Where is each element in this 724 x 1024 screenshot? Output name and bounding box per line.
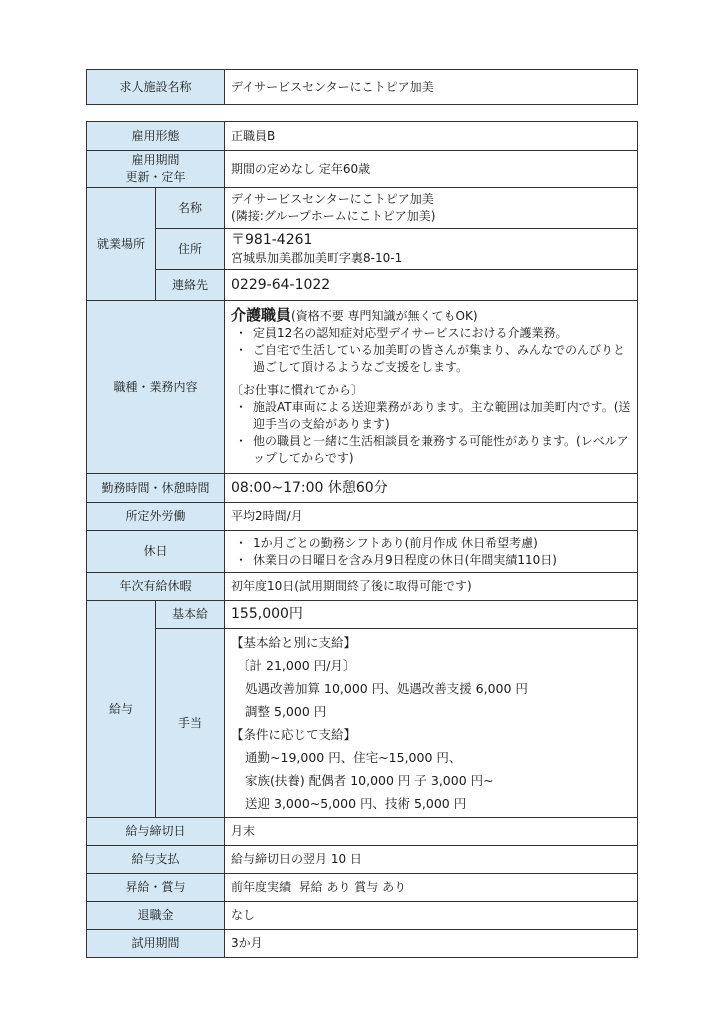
row-hours — [87, 474, 638, 503]
job-after-bullet: ・ 他の職員と一緒に生活相談員を兼務する可能性があります。(レベルアップしてからです) — [235, 433, 631, 467]
pay-cutoff-value: 月末 — [225, 818, 638, 846]
employment-period-value: 期間の定めなし 定年60歳 — [225, 151, 638, 188]
holidays-label: 休日 — [87, 531, 225, 573]
facility-label: 求人施設名称 — [87, 70, 225, 105]
row-probation — [87, 930, 638, 958]
job-conditions-table — [86, 121, 638, 958]
row-pay-cutoff — [87, 818, 638, 846]
workplace-address-value — [225, 229, 638, 270]
overtime-value: 平均2時間/月 — [225, 503, 638, 531]
paid-leave-value: 初年度10日(試用期間終了後に取得可能です) — [225, 573, 638, 601]
employment-period-label-1: 雇用期間 — [131, 153, 180, 167]
base-salary-label: 基本給 — [156, 601, 225, 629]
row-allowances — [87, 629, 638, 818]
employment-period-label — [87, 151, 225, 188]
hours-value: 08:00~17:00 休憩60分 — [225, 474, 638, 503]
allowance-line: 調整 5,000 円 — [245, 704, 327, 719]
workplace-zip: 〒981-4261 — [231, 232, 313, 248]
row-holidays — [87, 531, 638, 573]
workplace-phone: 0229-64-1022 — [225, 270, 638, 301]
job-after-bullet: ・ 施設AT車両による送迎業務があります。主な範囲は加美町内です。(送迎手当の支給があります) — [235, 399, 631, 433]
job-title: 介護職員 — [231, 306, 292, 324]
employment-type-label: 雇用形態 — [87, 122, 225, 151]
allowance-line: 送迎 3,000~5,000 円、技術 5,000 円 — [245, 796, 467, 811]
row-workplace-name — [87, 188, 638, 229]
row-employment-period — [87, 151, 638, 188]
facility-table — [86, 69, 638, 105]
probation-label: 試用期間 — [87, 930, 225, 958]
allowance-line: 【基本給と別に支給】 — [231, 635, 357, 650]
allowance-line: 通勤~19,000 円、住宅~15,000 円、 — [245, 750, 462, 765]
row-employment-type — [87, 122, 638, 151]
job-label: 職種・業務内容 — [87, 301, 225, 474]
workplace-address: 宮城県加美郡加美町字裏8-10-1 — [231, 251, 403, 265]
job-title-note: (資格不要 専門知識が無くてもOK) — [291, 309, 478, 323]
row-base-salary — [87, 601, 638, 629]
row-overtime — [87, 503, 638, 531]
row-payday — [87, 846, 638, 874]
holidays-list — [231, 535, 631, 569]
pay-cutoff-label: 給与締切日 — [87, 818, 225, 846]
row-job-description — [87, 301, 638, 474]
facility-value: デイサービスセンターにこトピア加美 — [225, 70, 638, 105]
job-bullet: ・ 定員12名の認知症対応型デイサービスにおける介護業務。 — [235, 325, 631, 342]
retirement-pay-label: 退職金 — [87, 902, 225, 930]
probation-value: 3か月 — [225, 930, 638, 958]
holiday-item: ・ 休業日の日曜日を含み月9日程度の休日(年間実績110日) — [235, 552, 631, 569]
job-after-bullet-list — [231, 399, 631, 467]
paid-leave-label: 年次有給休暇 — [87, 573, 225, 601]
retirement-pay-value: なし — [225, 902, 638, 930]
allowance-line: 〔計 21,000 円/月〕 — [237, 658, 356, 673]
salary-label: 給与 — [87, 601, 156, 818]
raise-bonus-label: 昇給・賞与 — [87, 874, 225, 902]
allowance-value — [225, 629, 638, 818]
workplace-name-2: (隣接:グループホームにこトピア加美) — [231, 209, 436, 223]
job-description — [225, 301, 638, 474]
holiday-item: ・ 1か月ごとの勤務シフトあり(前月作成 休日希望考慮) — [235, 535, 631, 552]
job-bullet-list — [231, 325, 631, 376]
allowance-line: 家族(扶養) 配偶者 10,000 円 子 3,000 円~ — [245, 773, 494, 788]
employment-period-label-2: 更新・定年 — [125, 170, 186, 184]
row-retirement-pay — [87, 902, 638, 930]
employment-type-value: 正職員B — [225, 122, 638, 151]
row-workplace-contact — [87, 270, 638, 301]
workplace-name-1: デイサービスセンターにこトピア加美 — [231, 192, 434, 206]
workplace-label: 就業場所 — [87, 188, 156, 301]
job-bullet: ・ ご自宅で生活している加美町の皆さんが集まり、みんなでのんびりと過ごして頂けるようなご支援をします。 — [235, 342, 631, 376]
base-salary-value: 155,000円 — [225, 601, 638, 629]
workplace-address-label: 住所 — [156, 229, 225, 270]
hours-label: 勤務時間・休憩時間 — [87, 474, 225, 503]
holidays-value — [225, 531, 638, 573]
allowance-label: 手当 — [156, 629, 225, 818]
workplace-name-value — [225, 188, 638, 229]
row-workplace-address — [87, 229, 638, 270]
allowance-line: 【条件に応じて支給】 — [231, 727, 357, 742]
allowance-line: 処遇改善加算 10,000 円、処遇改善支援 6,000 円 — [245, 681, 528, 696]
row-paid-leave — [87, 573, 638, 601]
workplace-name-label: 名称 — [156, 188, 225, 229]
workplace-contact-label: 連絡先 — [156, 270, 225, 301]
payday-label: 給与支払 — [87, 846, 225, 874]
overtime-label: 所定外労働 — [87, 503, 225, 531]
job-after-heading: 〔お仕事に慣れてから〕 — [231, 383, 364, 397]
payday-value: 給与締切日の翌月 10 日 — [225, 846, 638, 874]
row-raise-bonus — [87, 874, 638, 902]
raise-bonus-value: 前年度実績 昇給 あり 賞与 あり — [225, 874, 638, 902]
